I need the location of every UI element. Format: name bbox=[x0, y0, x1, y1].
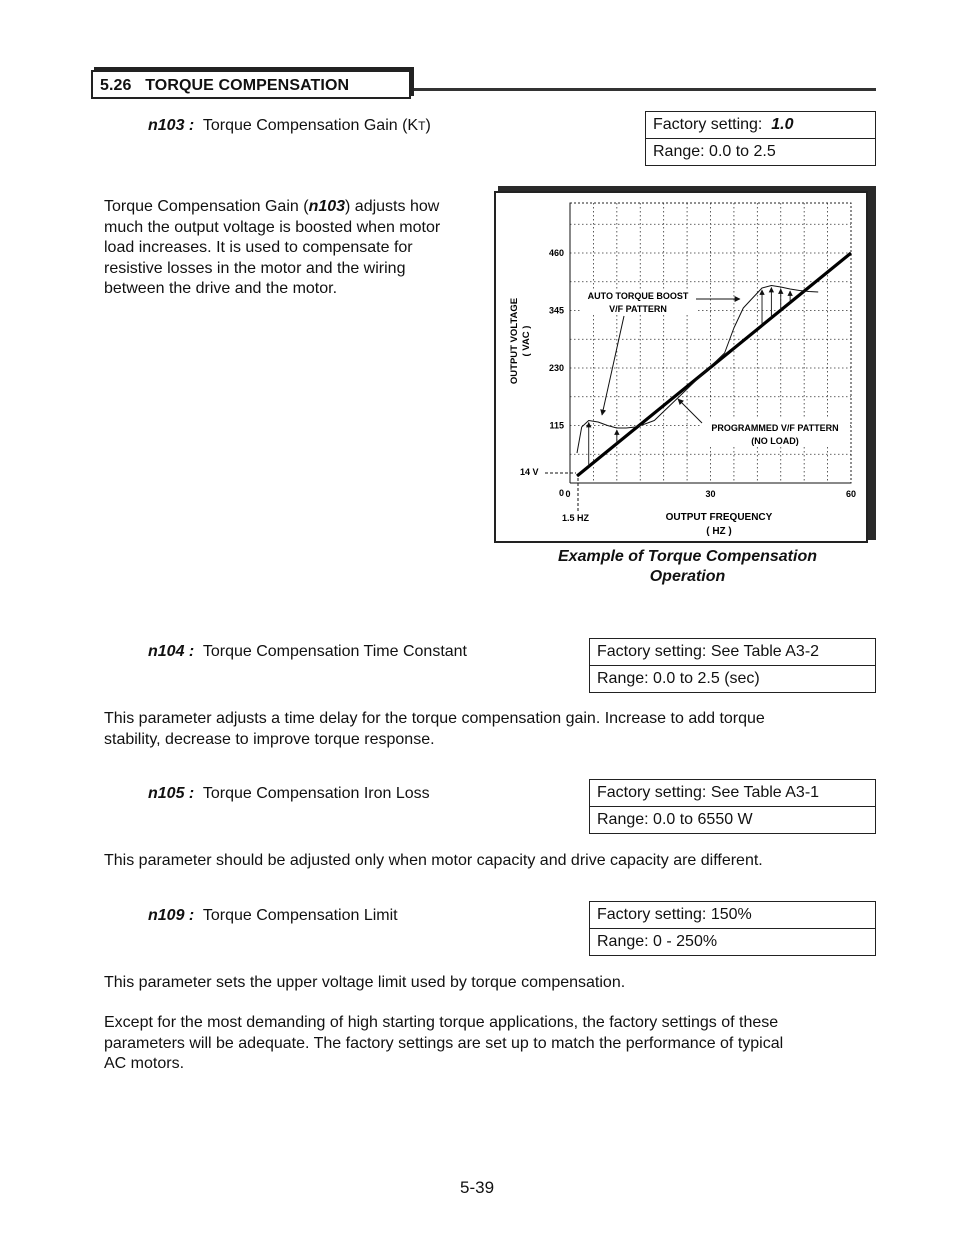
y-axis-title: OUTPUT VOLTAGE bbox=[509, 297, 520, 385]
boost-label-line2: V/F PATTERN bbox=[609, 304, 667, 314]
base-voltage-label: 14 V bbox=[520, 467, 539, 477]
x-axis-title: OUTPUT FREQUENCY bbox=[665, 512, 773, 523]
param-n103-settings-table bbox=[645, 111, 876, 166]
torque-compensation-chart bbox=[494, 191, 868, 543]
y-tick-label: 115 bbox=[549, 420, 564, 431]
range-setting: Range: 0.0 to 2.5 (sec) bbox=[590, 665, 875, 691]
x-tick-label: 30 bbox=[705, 489, 716, 499]
boost-label-line1: AUTO TORQUE BOOST bbox=[587, 291, 689, 301]
factory-setting: Factory setting: See Table A3-2 bbox=[597, 643, 820, 660]
factory-setting: Factory setting: See Table A3-1 bbox=[597, 784, 820, 801]
factory-setting: Factory setting: 150% bbox=[597, 906, 752, 923]
param-n105-settings-table bbox=[589, 779, 876, 834]
x-tick-label: 60 bbox=[845, 489, 857, 499]
figure-caption: Example of Torque Compensation Operation bbox=[558, 548, 817, 585]
x-tick-label: 0 bbox=[565, 489, 571, 499]
programmed-label-line1: PROGRAMMED V/F PATTERN bbox=[711, 423, 839, 433]
n105-description: This parameter should be adjusted only when motor capacity and drive capacity are different. bbox=[104, 852, 763, 869]
param-n104-settings-table bbox=[589, 638, 876, 693]
programmed-arrow bbox=[678, 399, 702, 423]
y-tick-label: 0 bbox=[558, 488, 564, 498]
section-title: 5.26 TORQUE COMPENSATION bbox=[100, 77, 350, 94]
page-number: 5-39 bbox=[460, 1178, 495, 1197]
n104-description: This parameter adjusts a time delay for the torque compensation gain. Increase to add torque stability, decrease to improve torque response. bbox=[104, 710, 765, 748]
range-setting: Range: 0.0 to 6550 W bbox=[590, 806, 875, 832]
section-rule bbox=[414, 88, 876, 91]
y-axis-unit: ( VAC ) bbox=[521, 325, 532, 357]
factory-setting: Factory setting: 1.0 bbox=[653, 116, 794, 133]
range-setting: Range: 0.0 to 2.5 bbox=[646, 138, 875, 164]
programmed-label-line2: (NO LOAD) bbox=[751, 436, 799, 446]
y-tick-label: 345 bbox=[548, 305, 564, 316]
y-tick-label: 230 bbox=[548, 363, 564, 373]
base-frequency-label: 1.5 HZ bbox=[562, 513, 590, 523]
param-n104-heading: n104 : Torque Compensation Time Constant bbox=[148, 643, 467, 660]
param-n109-heading: n109 : Torque Compensation Limit bbox=[148, 907, 398, 924]
param-n109-settings-table bbox=[589, 901, 876, 956]
n103-description: Torque Compensation Gain (n103) adjusts how much the output voltage is boosted when motor load increases. It is used to compensate for resistive losses in the motor and the wiring between the drive and the motor. bbox=[104, 198, 441, 297]
boost-arrow-down bbox=[602, 316, 624, 415]
y-tick-label: 460 bbox=[548, 248, 564, 258]
closing-paragraph: Except for the most demanding of high starting torque applications, the factory settings of these parameters will be adequate. The factory settings are set up to match the performance of typical AC motors. bbox=[104, 1014, 784, 1072]
range-setting: Range: 0 - 250% bbox=[590, 928, 875, 954]
n109-description: This parameter sets the upper voltage limit used by torque compensation. bbox=[104, 974, 626, 991]
param-n103-heading: n103 : Torque Compensation Gain (KT) bbox=[148, 117, 431, 134]
param-n105-heading: n105 : Torque Compensation Iron Loss bbox=[148, 785, 430, 802]
x-axis-unit: ( HZ ) bbox=[706, 526, 732, 537]
